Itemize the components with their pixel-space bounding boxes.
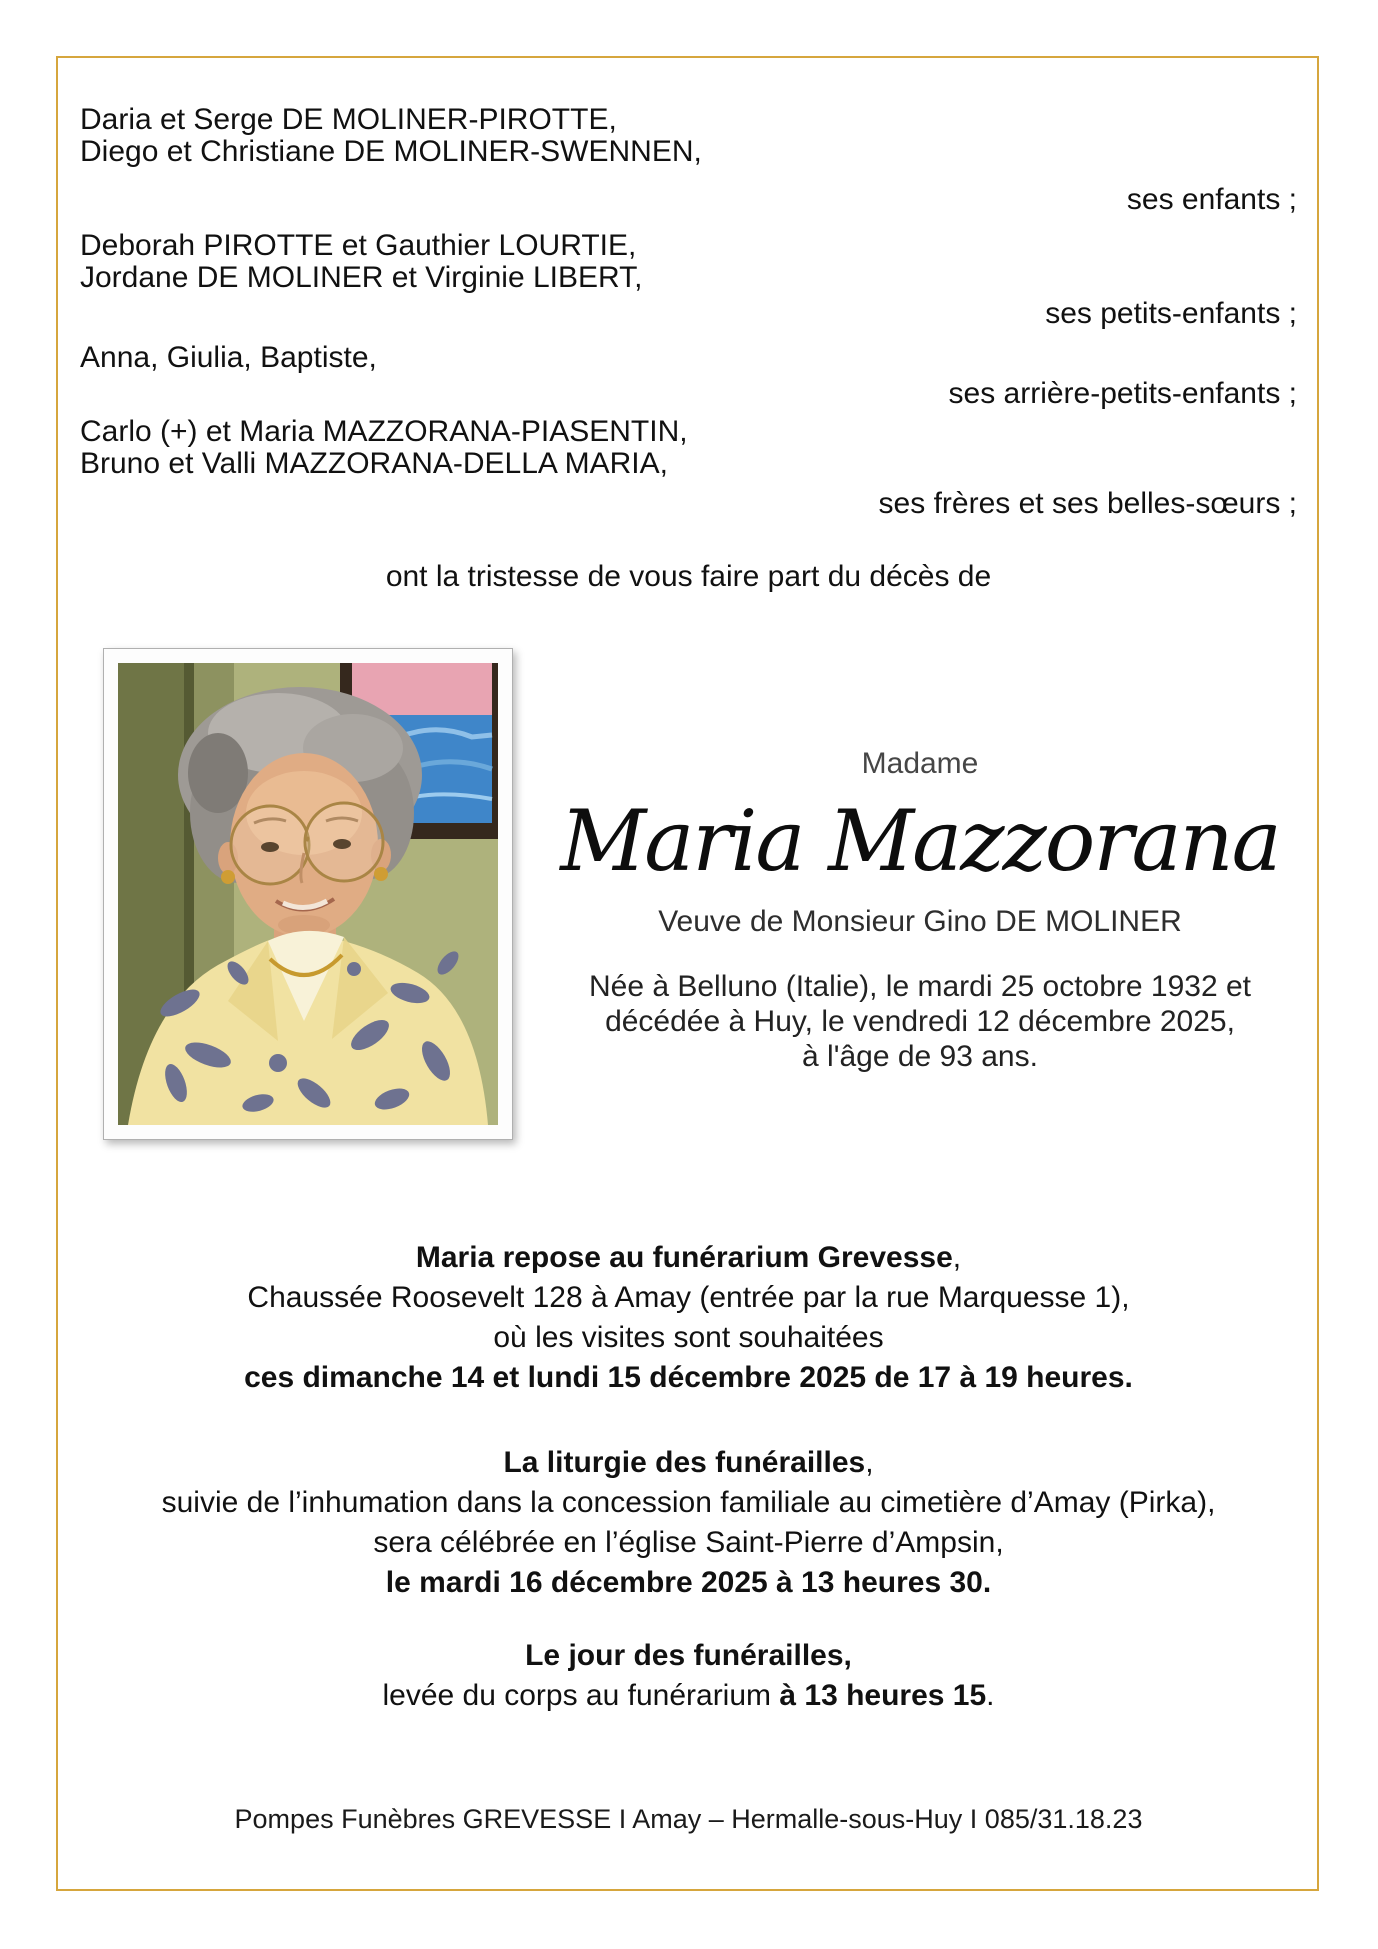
children-line: Diego et Christiane DE MOLINER-SWENNEN,	[80, 135, 702, 168]
relatives-section	[80, 104, 1297, 520]
sad-news-line: ont la tristesse de vous faire part du décès de	[385, 560, 992, 593]
funerarium-name: Maria repose au funérarium Grevesse	[415, 1241, 953, 1274]
age-line: à l'âge de 93 ans.	[802, 1040, 1038, 1074]
grandchildren-label: ses petits-enfants ;	[1045, 297, 1297, 330]
life-dates	[520, 969, 1320, 1074]
birth-line: Née à Belluno (Italie), le mardi 25 octobre 1932 et	[588, 970, 1252, 1004]
siblings-line: Bruno et Valli MAZZORANA-DELLA MARIA,	[80, 447, 668, 480]
visitation-section	[56, 1238, 1321, 1398]
widow-line: Veuve de Monsieur Gino DE MOLINER	[658, 905, 1182, 939]
grandchildren-line: Jordane DE MOLINER et Virginie LIBERT,	[80, 261, 643, 294]
grandchildren-line: Deborah PIROTTE et Gauthier LOURTIE,	[80, 229, 637, 262]
siblings-label: ses frères et ses belles-sœurs ;	[878, 487, 1297, 520]
liturgy-church-line: sera célébrée en l’église Saint-Pierre d’Ampsin,	[373, 1526, 1004, 1559]
visitation-schedule: ces dimanche 14 et lundi 15 décembre 2025 de 17 à 19 heures.	[244, 1361, 1133, 1394]
funeral-day-time: à 13 heures 15	[779, 1679, 987, 1712]
children-label: ses enfants ;	[1126, 183, 1297, 216]
liturgy-datetime: le mardi 16 décembre 2025 à 13 heures 30.	[385, 1566, 992, 1599]
portrait-photo	[103, 648, 513, 1140]
funeral-day-section	[56, 1636, 1321, 1716]
visitation-line1	[56, 1238, 1321, 1278]
visitation-note: où les visites sont souhaitées	[493, 1321, 884, 1354]
liturgy-line1	[56, 1443, 1321, 1483]
visitation-line1-suffix: ,	[952, 1241, 962, 1274]
funeral-day-title: Le jour des funérailles,	[525, 1639, 852, 1672]
funeral-home-footer: Pompes Funèbres GREVESSE I Amay – Hermalle-sous-Huy I 085/31.18.23	[234, 1804, 1143, 1834]
liturgy-section	[56, 1443, 1321, 1603]
liturgy-burial-line: suivie de l’inhumation dans la concession familiale au cimetière d’Amay (Pirka),	[161, 1486, 1216, 1519]
funeral-day-prefix: levée du corps au funérarium	[382, 1679, 780, 1712]
deceased-name: Maria Mazzorana	[560, 792, 1280, 890]
children-line: Daria et Serge DE MOLINER-PIROTTE,	[80, 103, 617, 136]
funeral-day-detail	[56, 1676, 1321, 1716]
siblings-line: Carlo (+) et Maria MAZZORANA-PIASENTIN,	[80, 415, 688, 448]
death-line: décédée à Huy, le vendredi 12 décembre 2025,	[605, 1005, 1235, 1039]
great-grandchildren-line: Anna, Giulia, Baptiste,	[80, 341, 377, 374]
liturgy-line1-suffix: ,	[865, 1446, 874, 1479]
honorific: Madame	[861, 747, 979, 780]
visitation-address: Chaussée Roosevelt 128 à Amay (entrée par la rue Marquesse 1),	[247, 1281, 1130, 1314]
deceased-section	[520, 747, 1320, 1074]
liturgy-title: La liturgie des funérailles	[503, 1446, 866, 1479]
great-grandchildren-label: ses arrière-petits-enfants ;	[948, 377, 1297, 410]
funeral-day-suffix: .	[986, 1679, 995, 1712]
portrait-photo-art	[118, 663, 498, 1125]
